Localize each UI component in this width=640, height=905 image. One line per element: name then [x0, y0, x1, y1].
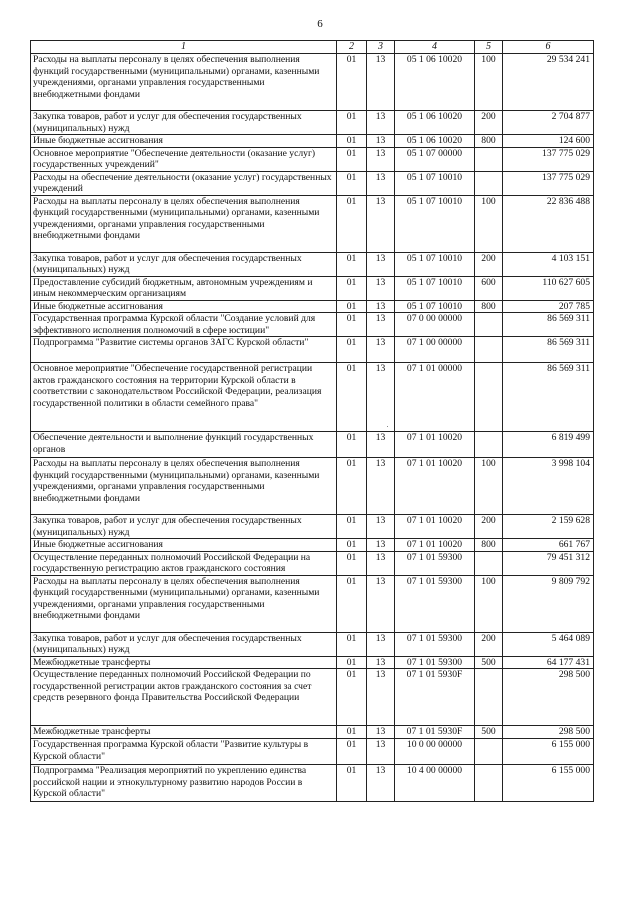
table-row: [31, 458, 594, 515]
row-name: Иные бюджетные ассигнования: [31, 539, 337, 552]
table-row: [31, 135, 594, 148]
table-row: [31, 739, 594, 765]
header-row: [31, 41, 594, 54]
row-expense-type: 200: [475, 111, 503, 135]
row-amount: 2 704 877: [503, 111, 594, 135]
row-target-code: 07 1 01 10020: [395, 515, 475, 539]
row-amount: 137 775 029: [503, 171, 594, 195]
row-name: Закупка товаров, работ и услуг для обеспечения государственных (муниципальных) нужд: [31, 632, 337, 656]
row-code-subsection: 13: [367, 300, 395, 313]
row-name: Расходы на выплаты персоналу в целях обеспечения выполнения функций государственными (муниципальными) органами, казенными учреждениями, органами управления государственными внебюджетными фондами: [31, 575, 337, 632]
row-amount: 79 451 312: [503, 551, 594, 575]
row-expense-type: [475, 147, 503, 171]
row-target-code: 07 1 01 00000: [395, 363, 475, 432]
row-name: Основное мероприятие "Обеспечение государственной регистрации актов гражданского состояния на территории Курской области в соответствии с законодательством Российской Федерации, реализация государственной политики в области семейного права": [31, 363, 337, 432]
row-target-code: 10 0 00 00000: [395, 739, 475, 765]
table-row: [31, 726, 594, 739]
row-code-section: 01: [337, 632, 367, 656]
row-name: Расходы на выплаты персоналу в целях обеспечения выполнения функций государственными (муниципальными) органами, казенными учреждениями, органами управления государственными внебюджетными фондами: [31, 195, 337, 252]
row-expense-type: [475, 432, 503, 458]
row-amount: 110 627 605: [503, 276, 594, 300]
col-header-6: 6: [503, 41, 594, 54]
row-expense-type: 200: [475, 515, 503, 539]
row-name: Закупка товаров, работ и услуг для обеспечения государственных (муниципальных) нужд: [31, 515, 337, 539]
row-target-code: 05 1 07 10010: [395, 171, 475, 195]
row-code-section: 01: [337, 54, 367, 111]
table-row: [31, 432, 594, 458]
row-code-subsection: 13: [367, 54, 395, 111]
table-row: [31, 656, 594, 669]
row-amount: 64 177 431: [503, 656, 594, 669]
table-row: [31, 300, 594, 313]
row-amount: 2 159 628: [503, 515, 594, 539]
row-amount: 298 500: [503, 726, 594, 739]
row-name: Предоставление субсидий бюджетным, автономным учреждениям и иным некоммерческим организациям: [31, 276, 337, 300]
row-expense-type: 800: [475, 300, 503, 313]
row-amount: 6 155 000: [503, 739, 594, 765]
table-row: [31, 551, 594, 575]
row-expense-type: 500: [475, 656, 503, 669]
row-target-code: 07 0 00 00000: [395, 313, 475, 337]
row-name: Осуществление переданных полномочий Российской Федерации на государственную регистрацию актов гражданского состояния: [31, 551, 337, 575]
row-code-subsection: 13: [367, 171, 395, 195]
row-code-subsection: 13: [367, 337, 395, 363]
row-code-section: 01: [337, 252, 367, 276]
row-name: Расходы на обеспечение деятельности (оказание услуг) государственных учреждений: [31, 171, 337, 195]
table-row: [31, 54, 594, 111]
row-target-code: 05 1 06 10020: [395, 111, 475, 135]
row-name: Основное мероприятие "Обеспечение деятельности (оказание услуг) государственных учреждений": [31, 147, 337, 171]
row-code-subsection: 13: [367, 669, 395, 726]
row-code-subsection: 13: [367, 539, 395, 552]
row-expense-type: [475, 765, 503, 802]
row-code-section: 01: [337, 363, 367, 432]
row-target-code: 05 1 06 10020: [395, 135, 475, 148]
row-code-subsection: 13: [367, 363, 395, 432]
row-name: Расходы на выплаты персоналу в целях обеспечения выполнения функций государственными (муниципальными) органами, казенными учреждениями, органами управления государственными внебюджетными фондами: [31, 458, 337, 515]
row-code-subsection: 13: [367, 726, 395, 739]
row-code-subsection: 13: [367, 313, 395, 337]
table-row: [31, 111, 594, 135]
row-target-code: 05 1 07 10010: [395, 252, 475, 276]
col-header-1: 1: [31, 41, 337, 54]
row-target-code: 07 1 01 10020: [395, 458, 475, 515]
row-code-subsection: 13: [367, 195, 395, 252]
row-name: Межбюджетные трансферты: [31, 726, 337, 739]
row-code-section: 01: [337, 195, 367, 252]
row-expense-type: 800: [475, 539, 503, 552]
row-name: Расходы на выплаты персоналу в целях обеспечения выполнения функций государственными (муниципальными) органами, казенными учреждениями, органами управления государственными внебюджетными фондами: [31, 54, 337, 111]
row-expense-type: 200: [475, 632, 503, 656]
row-code-subsection: 13: [367, 739, 395, 765]
col-header-4: 4: [395, 41, 475, 54]
table-row: [31, 575, 594, 632]
row-target-code: 07 1 01 10020: [395, 432, 475, 458]
row-code-section: 01: [337, 726, 367, 739]
row-name: Закупка товаров, работ и услуг для обеспечения государственных (муниципальных) нужд: [31, 252, 337, 276]
row-amount: 86 569 311: [503, 337, 594, 363]
row-code-subsection: 13: [367, 432, 395, 458]
table-row: [31, 252, 594, 276]
row-target-code: 07 1 01 5930F: [395, 726, 475, 739]
scan-mark: [387, 426, 388, 427]
row-code-section: 01: [337, 276, 367, 300]
row-name: Обеспечение деятельности и выполнение функций государственных органов: [31, 432, 337, 458]
row-code-subsection: 13: [367, 458, 395, 515]
row-code-section: 01: [337, 669, 367, 726]
row-amount: 22 836 488: [503, 195, 594, 252]
row-target-code: 05 1 07 10010: [395, 195, 475, 252]
budget-table: [30, 40, 594, 802]
row-name: Государственная программа Курской области "Развитие культуры в Курской области": [31, 739, 337, 765]
row-code-subsection: 13: [367, 276, 395, 300]
row-code-section: 01: [337, 313, 367, 337]
row-code-section: 01: [337, 135, 367, 148]
row-amount: 207 785: [503, 300, 594, 313]
row-expense-type: 800: [475, 135, 503, 148]
row-code-subsection: 13: [367, 147, 395, 171]
table-row: [31, 363, 594, 432]
table-row: [31, 276, 594, 300]
table-row: [31, 171, 594, 195]
row-amount: 3 998 104: [503, 458, 594, 515]
row-amount: 298 500: [503, 669, 594, 726]
row-code-section: 01: [337, 539, 367, 552]
row-code-section: 01: [337, 656, 367, 669]
row-amount: 6 155 000: [503, 765, 594, 802]
table-row: [31, 313, 594, 337]
row-code-section: 01: [337, 515, 367, 539]
row-code-section: 01: [337, 432, 367, 458]
row-code-subsection: 13: [367, 765, 395, 802]
row-amount: 4 103 151: [503, 252, 594, 276]
row-expense-type: 500: [475, 726, 503, 739]
row-target-code: 05 1 07 10010: [395, 276, 475, 300]
row-code-subsection: 13: [367, 656, 395, 669]
row-amount: 137 775 029: [503, 147, 594, 171]
row-code-section: 01: [337, 337, 367, 363]
row-name: Закупка товаров, работ и услуг для обеспечения государственных (муниципальных) нужд: [31, 111, 337, 135]
row-name: Иные бюджетные ассигнования: [31, 300, 337, 313]
row-expense-type: [475, 739, 503, 765]
row-expense-type: [475, 669, 503, 726]
row-target-code: 07 1 01 5930F: [395, 669, 475, 726]
row-expense-type: [475, 551, 503, 575]
row-amount: 6 819 499: [503, 432, 594, 458]
col-header-3: 3: [367, 41, 395, 54]
table-body: [31, 54, 594, 802]
row-expense-type: 600: [475, 276, 503, 300]
row-expense-type: 100: [475, 458, 503, 515]
row-target-code: 05 1 07 00000: [395, 147, 475, 171]
table-row: [31, 539, 594, 552]
col-header-2: 2: [337, 41, 367, 54]
row-code-section: 01: [337, 739, 367, 765]
row-amount: 9 809 792: [503, 575, 594, 632]
row-name: Подпрограмма "Реализация мероприятий по укреплению единства российской нации и этнокультурному развитию народов России в Курской области": [31, 765, 337, 802]
row-code-section: 01: [337, 575, 367, 632]
row-code-subsection: 13: [367, 252, 395, 276]
row-target-code: 07 1 01 10020: [395, 539, 475, 552]
row-target-code: 07 1 01 59300: [395, 632, 475, 656]
table-row: [31, 147, 594, 171]
row-target-code: 07 1 01 59300: [395, 551, 475, 575]
row-amount: 86 569 311: [503, 313, 594, 337]
row-target-code: 10 4 00 00000: [395, 765, 475, 802]
row-expense-type: 100: [475, 195, 503, 252]
row-amount: 5 464 089: [503, 632, 594, 656]
row-code-section: 01: [337, 765, 367, 802]
row-name: Государственная программа Курской области "Создание условий для эффективного исполнения полномочий в сфере юстиции": [31, 313, 337, 337]
row-code-subsection: 13: [367, 632, 395, 656]
row-expense-type: [475, 363, 503, 432]
table-header: [31, 41, 594, 54]
row-code-section: 01: [337, 458, 367, 515]
row-name: Межбюджетные трансферты: [31, 656, 337, 669]
row-code-subsection: 13: [367, 111, 395, 135]
table-row: [31, 765, 594, 802]
row-expense-type: 100: [475, 54, 503, 111]
table-row: [31, 195, 594, 252]
row-target-code: 07 1 01 59300: [395, 656, 475, 669]
row-code-subsection: 13: [367, 551, 395, 575]
row-name: Иные бюджетные ассигнования: [31, 135, 337, 148]
col-header-5: 5: [475, 41, 503, 54]
row-code-section: 01: [337, 300, 367, 313]
row-code-section: 01: [337, 111, 367, 135]
table-row: [31, 632, 594, 656]
table-row: [31, 669, 594, 726]
row-target-code: 05 1 06 10020: [395, 54, 475, 111]
row-code-subsection: 13: [367, 575, 395, 632]
row-code-section: 01: [337, 147, 367, 171]
row-target-code: 07 1 01 59300: [395, 575, 475, 632]
page-number: 6: [317, 18, 323, 30]
row-code-subsection: 13: [367, 135, 395, 148]
row-amount: 29 534 241: [503, 54, 594, 111]
row-amount: 661 767: [503, 539, 594, 552]
row-code-subsection: 13: [367, 515, 395, 539]
row-name: Осуществление переданных полномочий Российской Федерации по государственной регистрации актов гражданского состояния за счет средств резервного фонда Правительства Российской Федерации: [31, 669, 337, 726]
table-row: [31, 337, 594, 363]
row-code-section: 01: [337, 551, 367, 575]
row-name: Подпрограмма "Развитие системы органов ЗАГС Курской области": [31, 337, 337, 363]
row-target-code: 05 1 07 10010: [395, 300, 475, 313]
row-expense-type: 200: [475, 252, 503, 276]
row-expense-type: [475, 337, 503, 363]
row-target-code: 07 1 00 00000: [395, 337, 475, 363]
row-expense-type: 100: [475, 575, 503, 632]
row-expense-type: [475, 313, 503, 337]
row-amount: 124 600: [503, 135, 594, 148]
row-code-section: 01: [337, 171, 367, 195]
row-amount: 86 569 311: [503, 363, 594, 432]
table-row: [31, 515, 594, 539]
row-expense-type: [475, 171, 503, 195]
